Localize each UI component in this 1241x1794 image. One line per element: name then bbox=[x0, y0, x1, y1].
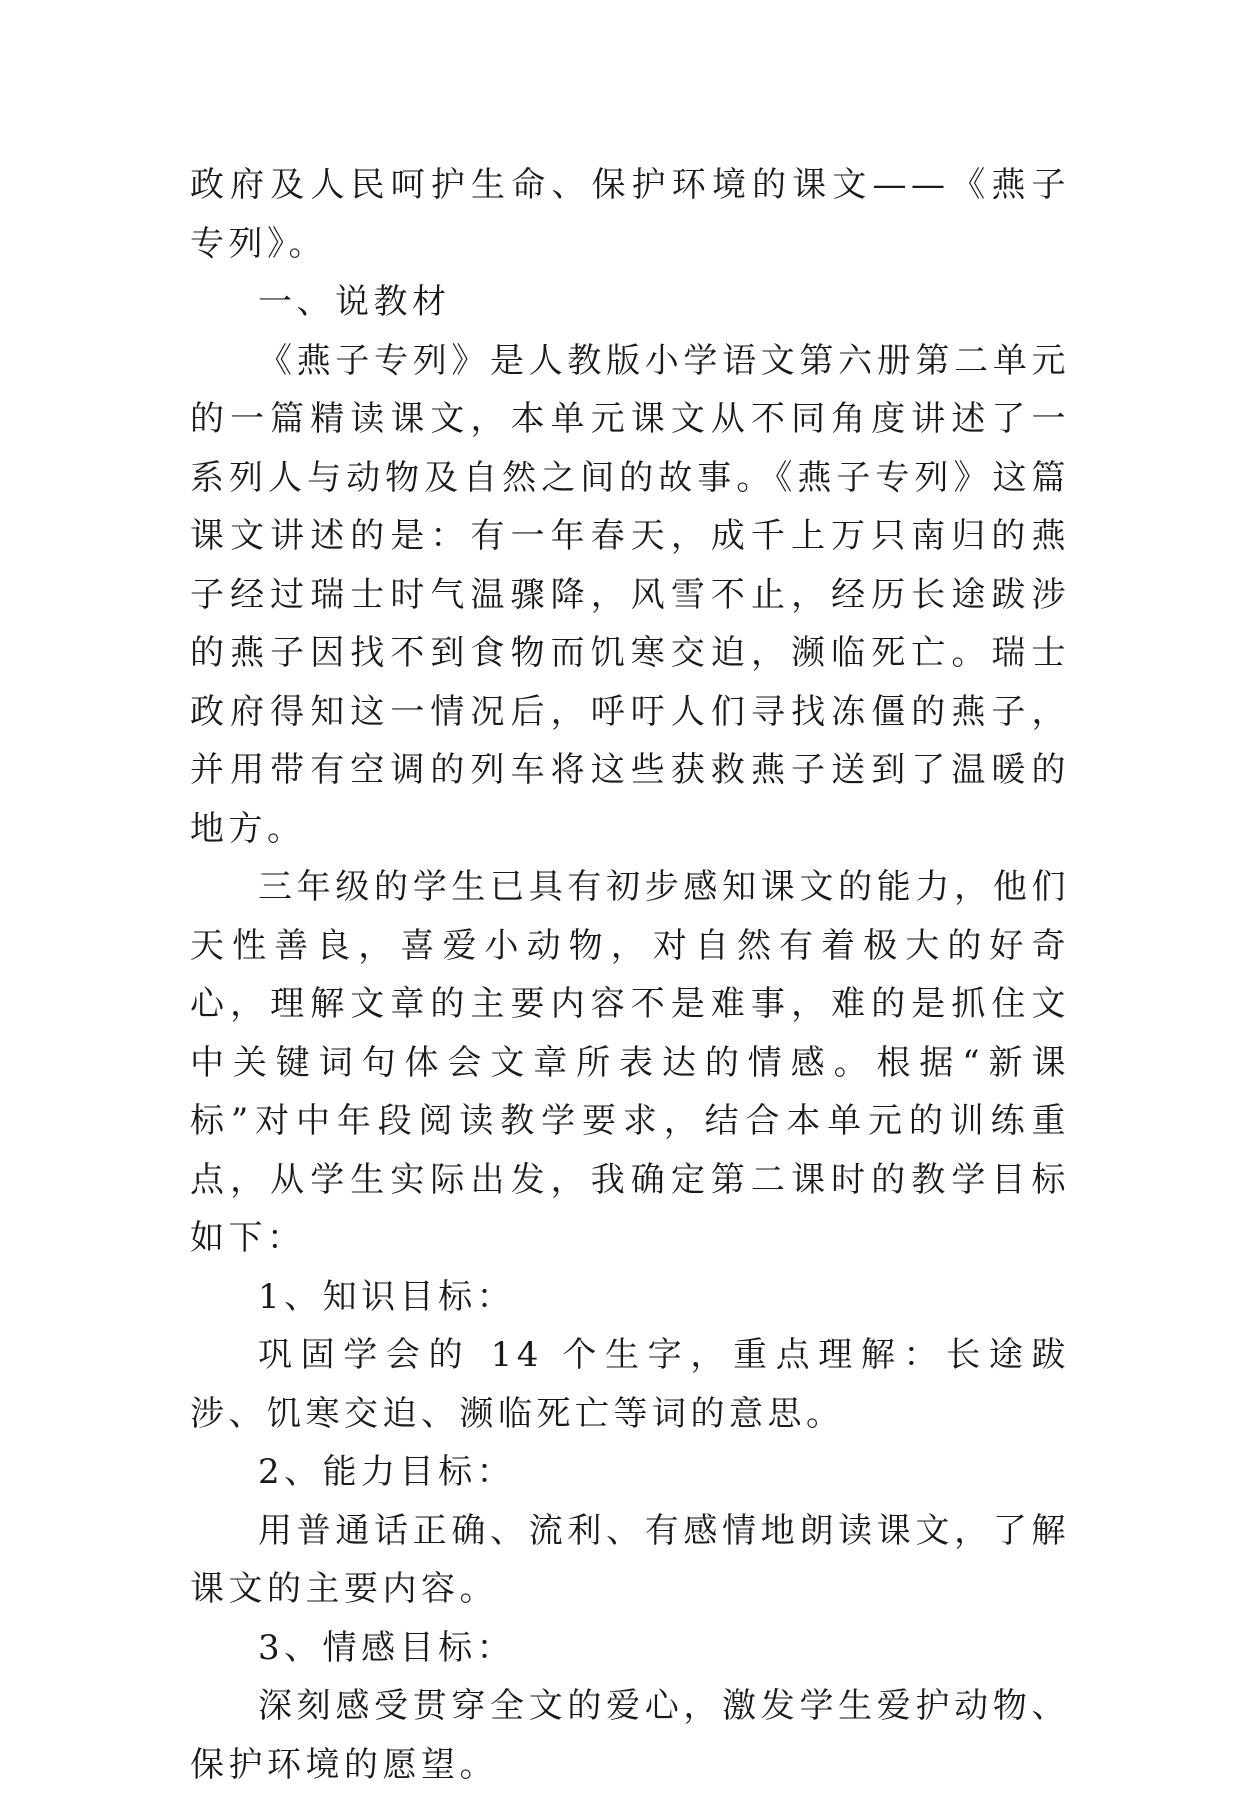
paragraph-continuation: 政府及人民呵护生命、保护环境的课文——《燕子专列》。 bbox=[190, 165, 1070, 264]
paragraph-student-analysis: 三年级的学生已具有初步感知课文的能力，他们天性善良，喜爱小动物，对自然有着极大的好奇心，理解文章的主要内容不是难事，难的是抓住文中关键词句体会文章所表达的情感。根据“新课标”对中年段阅读教学要求，结合本单元的训练重点，从学生实际出发，我确定第二课时的教学目标如下： bbox=[190, 867, 1070, 1258]
document-body bbox=[190, 156, 1070, 1794]
section-heading-teaching-material: 一、说教材 bbox=[258, 282, 451, 322]
paragraph-ability-goal: 用普通话正确、流利、有感情地朗读课文，了解课文的主要内容。 bbox=[190, 1510, 1070, 1609]
paragraph-text-intro: 《燕子专列》是人教版小学语文第六册第二单元的一篇精读课文，本单元课文从不同角度讲述了一系列人与动物及自然之间的故事。《燕子专列》这篇课文讲述的是：有一年春天，成千上万只南归的燕子经过瑞士时气温骤降，风雪不止，经历长途跋涉的燕子因找不到食物而饥寒交迫，濒临死亡。瑞士政府得知这一情况后，呼吁人们寻找冻僵的燕子，并用带有空调的列车将这些获救燕子送到了温暖的地方。 bbox=[190, 340, 1070, 849]
paragraph-knowledge-goal: 巩固学会的 14 个生字，重点理解：长途跋涉、饥寒交迫、濒临死亡等词的意思。 bbox=[190, 1335, 1070, 1434]
heading-knowledge-goal: 1、知识目标： bbox=[258, 1276, 516, 1317]
heading-ability-goal: 2、能力目标： bbox=[258, 1452, 516, 1492]
heading-emotion-goal: 3、情感目标： bbox=[258, 1627, 516, 1668]
paragraph-emotion-goal: 深刻感受贯穿全文的爱心，激发学生爱护动物、保护环境的愿望。 bbox=[190, 1686, 1070, 1785]
